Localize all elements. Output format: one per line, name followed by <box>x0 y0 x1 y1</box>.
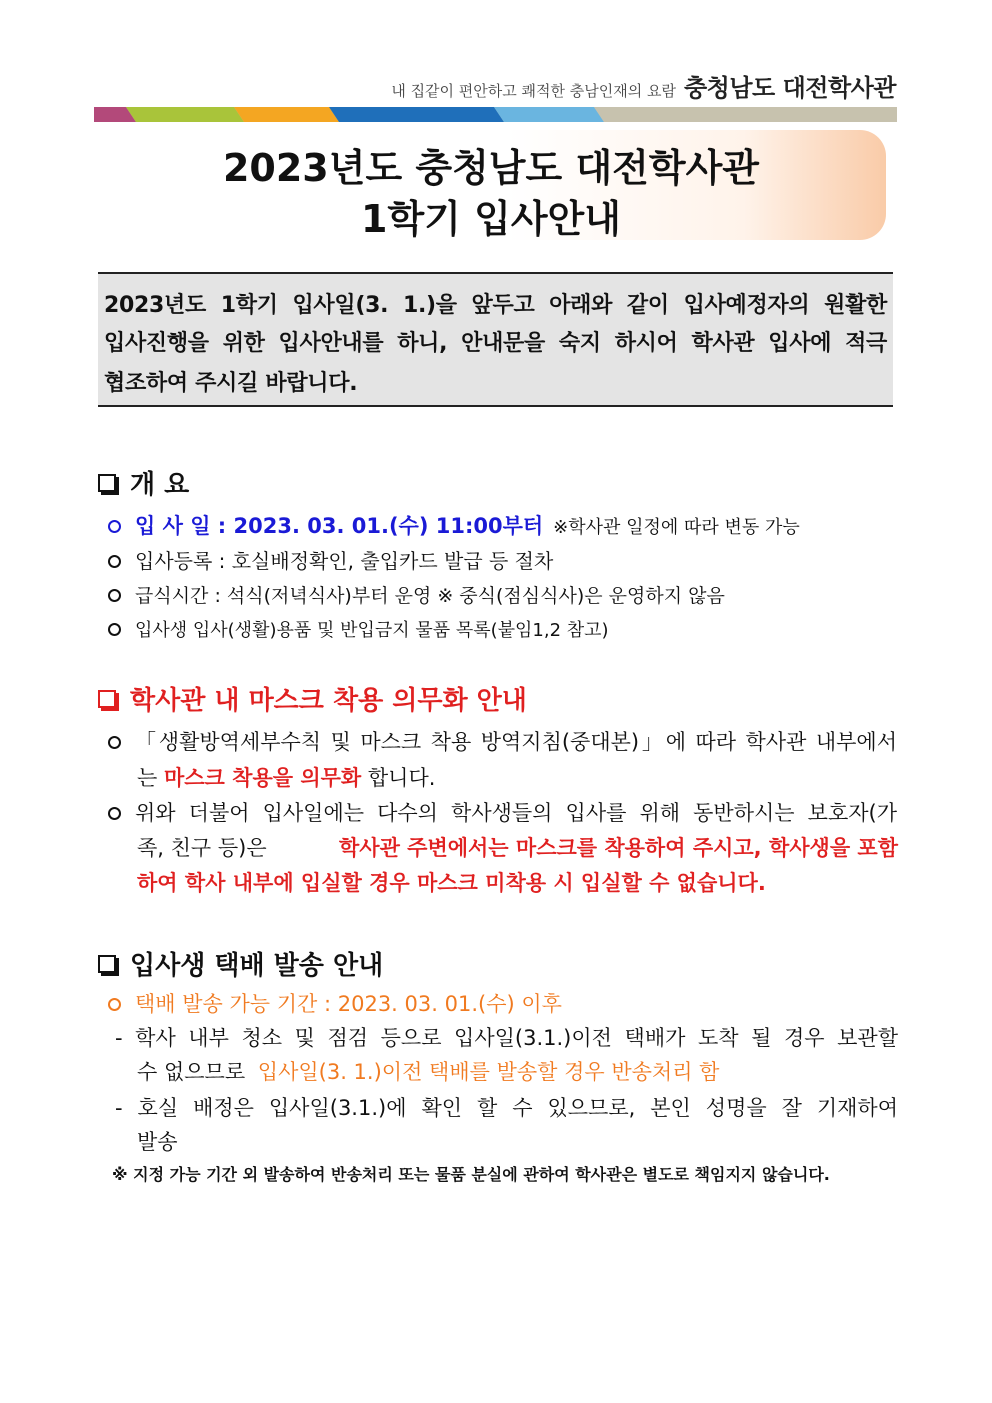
parcel-return-highlight: 입사일(3. 1.)이전 택배를 발송할 경우 반송처리 함 <box>257 1060 720 1084</box>
admission-date-note: ※학사관 일정에 따라 변동 가능 <box>553 517 800 538</box>
mask-paragraph-2 <box>108 797 897 827</box>
mask-p2-line3: 하여 학사 내부에 입실할 경우 마스크 미착용 시 입실할 수 없습니다. <box>137 871 766 895</box>
circle-bullet-icon <box>108 520 121 533</box>
mask-p1-line2 <box>137 762 435 792</box>
section-overview-heading <box>98 464 189 501</box>
overview-item-supplies <box>108 616 609 642</box>
parcel-period-text: 택배 발송 가능 기간 : 2023. 03. 01.(수) 이후 <box>135 992 562 1016</box>
notice-line-2: 입사진행을 위한 입사안내를 하니, 안내문을 숙지 하시어 학사관 입사에 적극 <box>104 331 887 356</box>
meals-text: 급식시간 : 석식(저녁식사)부터 운영 ※ 중식(점심식사)은 운영하지 않음 <box>135 585 725 607</box>
parcel-detail-1-line2 <box>137 1056 719 1086</box>
mask-p1-post: 합니다. <box>367 766 436 790</box>
header <box>391 68 896 103</box>
color-band <box>94 107 897 122</box>
circle-bullet-icon <box>108 998 121 1011</box>
checkbox-square-icon <box>98 474 116 492</box>
mask-p2-line1: 위와 더불어 입사일에는 다수의 학사생들의 입사를 위해 동반하시는 보호자(가 <box>135 801 897 825</box>
supplies-text: 입사생 입사(생활)용품 및 반입금지 물품 목록(붙임1,2 참고) <box>135 620 609 641</box>
overview-item-registration <box>108 545 553 574</box>
overview-item-meals <box>108 581 725 608</box>
registration-text: 입사등록 : 호실배정확인, 출입카드 발급 등 절차 <box>135 549 554 573</box>
notice-line-1: 2023년도 1학기 입사일(3. 1.)을 앞두고 아래와 같이 입사예정자의 원활한 <box>104 293 887 318</box>
circle-bullet-icon <box>108 555 121 568</box>
mask-p1-pre: 는 <box>137 766 158 790</box>
section-parcel-heading <box>98 945 383 982</box>
parcel-period <box>108 988 562 1018</box>
mask-p2-pre: 족, 친구 등)은 <box>137 836 267 860</box>
checkbox-square-icon <box>98 955 116 973</box>
mask-p2-line2 <box>137 832 898 862</box>
section-overview-title: 개 요 <box>130 470 190 500</box>
notice-line-3: 협조하여 주시길 바랍니다. <box>104 371 358 396</box>
notice-box <box>98 272 893 407</box>
mask-paragraph-1 <box>108 726 897 756</box>
parcel-detail-2-line2: 발송 <box>137 1130 178 1154</box>
section-mask-title: 학사관 내 마스크 착용 의무화 안내 <box>130 686 527 716</box>
circle-bullet-icon <box>108 807 121 820</box>
overview-item-date <box>108 510 800 540</box>
admission-date-text: 입 사 일 : 2023. 03. 01.(수) 11:00부터 <box>135 514 544 538</box>
parcel-detail-2-line1: - 호실 배정은 입사일(3.1.)에 확인 할 수 있으므로, 본인 성명을 잘 기재하여 <box>115 1096 898 1120</box>
circle-bullet-icon <box>108 623 121 636</box>
circle-bullet-icon <box>108 736 121 749</box>
mask-mandatory-highlight: 마스크 착용을 의무화 <box>163 766 362 790</box>
section-parcel-title: 입사생 택배 발송 안내 <box>130 951 384 981</box>
page-title-line2: 1학기 입사안내 <box>361 197 621 241</box>
parcel-detail-1-line1: - 학사 내부 청소 및 점검 등으로 입사일(3.1.)이전 택배가 도착 될 경우 보관할 <box>115 1026 898 1050</box>
mask-guardian-highlight: 학사관 주변에서는 마스크를 착용하여 주시고, 학사생을 포함 <box>339 836 898 860</box>
mask-p1-line1: 「생활방역세부수칙 및 마스크 착용 방역지침(중대본)」에 따라 학사관 내부에서 <box>135 730 897 754</box>
header-organization: 충청남도 대전학사관 <box>683 74 896 102</box>
checkbox-square-icon <box>98 690 116 708</box>
section-mask-heading <box>98 680 527 717</box>
circle-bullet-icon <box>108 589 121 602</box>
parcel-footnote: ※ 지정 가능 기간 외 발송하여 반송처리 또는 물품 분실에 관하여 학사관은 별도로 책임지지 않습니다. <box>112 1165 830 1184</box>
parcel-d1-pre: 수 없으므로 <box>137 1060 246 1084</box>
page-title-line1: 2023년도 충청남도 대전학사관 <box>222 146 759 190</box>
header-slogan: 내 집같이 편안하고 쾌적한 충남인재의 요람 <box>391 82 676 100</box>
